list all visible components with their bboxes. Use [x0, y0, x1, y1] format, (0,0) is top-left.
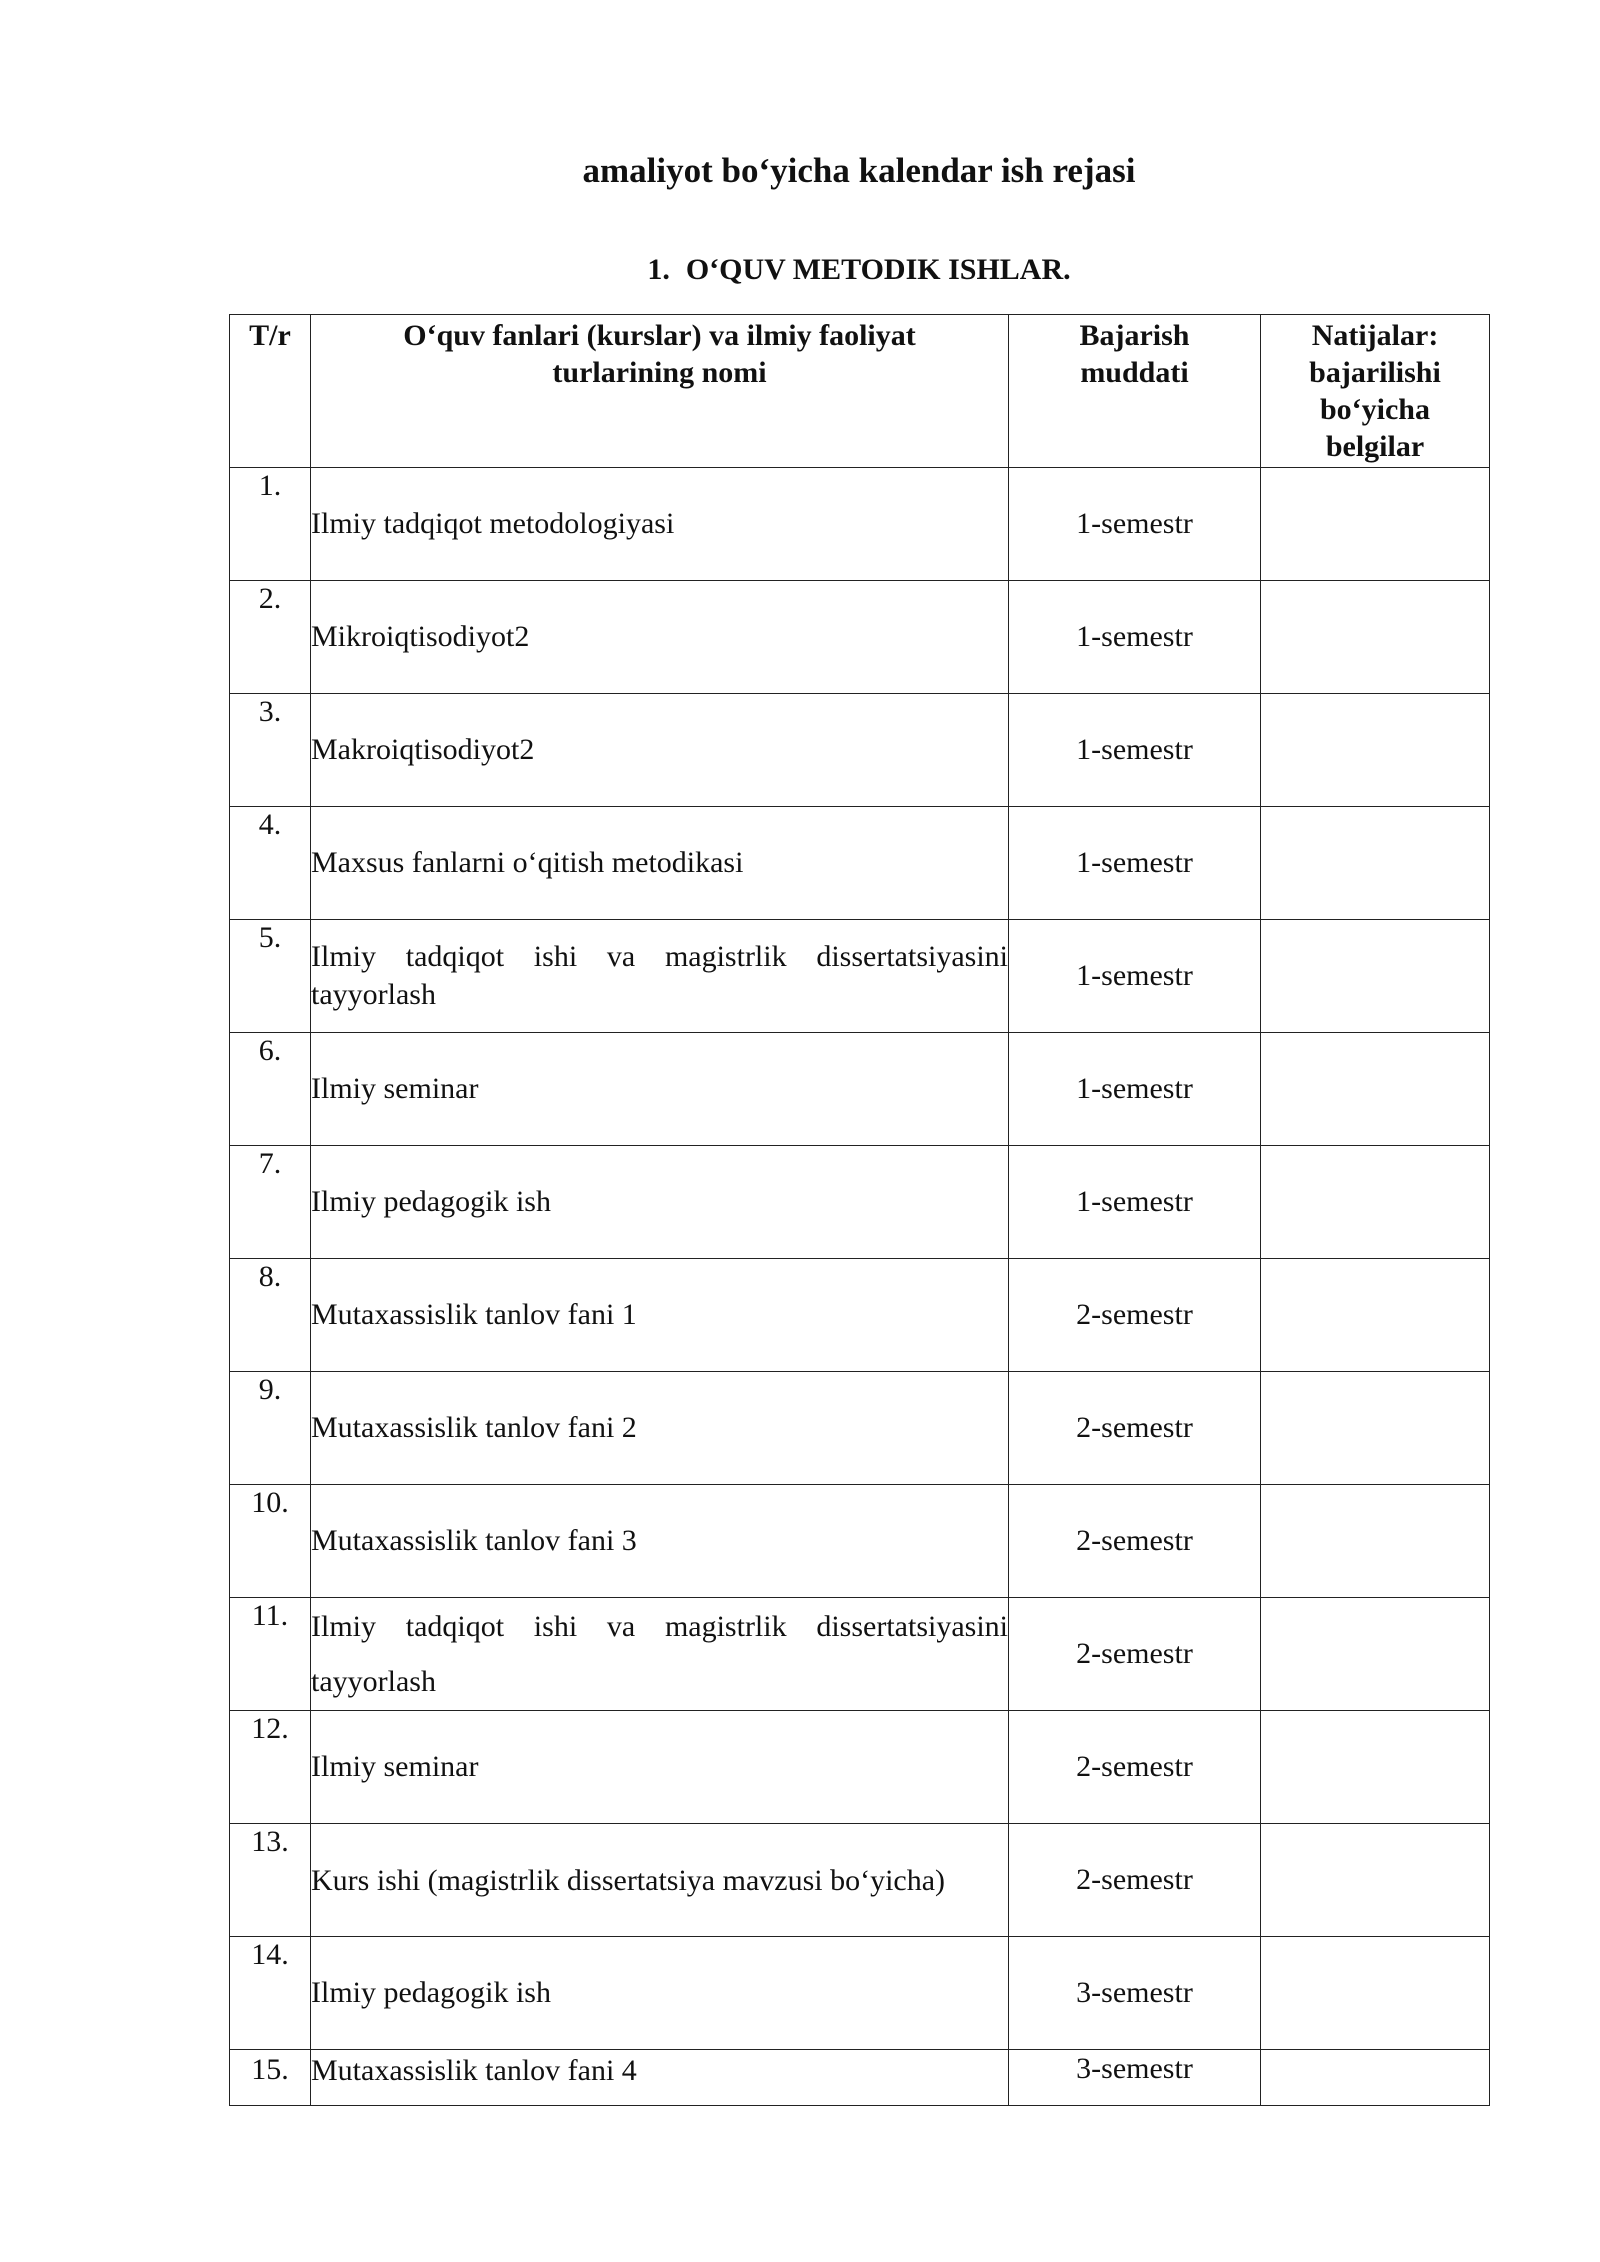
table-row: [230, 920, 1490, 1033]
row-deadline: 1-semestr: [1009, 468, 1261, 581]
row-course-name: Makroiqtisodiyot2: [311, 694, 1009, 807]
row-number: 10.: [230, 1485, 311, 1598]
table-row: [230, 581, 1490, 694]
section-heading: [0, 252, 1600, 288]
row-number: 7.: [230, 1146, 311, 1259]
row-result: [1261, 1033, 1490, 1146]
row-deadline: 1-semestr: [1009, 920, 1261, 1033]
header-number: T/r: [230, 315, 311, 468]
row-number: 2.: [230, 581, 311, 694]
table-row: [230, 1033, 1490, 1146]
row-deadline: 1-semestr: [1009, 1146, 1261, 1259]
row-course-name: Maxsus fanlarni o‘qitish metodikasi: [311, 807, 1009, 920]
row-course-name: Mutaxassislik tanlov fani 3: [311, 1485, 1009, 1598]
row-result: [1261, 920, 1490, 1033]
header-results: Natijalar: bajarilishi bo‘yicha belgilar: [1261, 315, 1490, 468]
section-number: 1.: [647, 253, 670, 286]
table-row: [230, 1824, 1490, 1937]
row-result: [1261, 1824, 1490, 1937]
row-deadline: 2-semestr: [1009, 1485, 1261, 1598]
row-deadline: 2-semestr: [1009, 1259, 1261, 1372]
table-row: [230, 1937, 1490, 2050]
row-deadline: 1-semestr: [1009, 807, 1261, 920]
header-course-name: O‘quv fanlari (kurslar) va ilmiy faoliyat turlarining nomi: [311, 315, 1009, 468]
row-deadline: 2-semestr: [1009, 1824, 1261, 1937]
row-deadline: 1-semestr: [1009, 694, 1261, 807]
row-result: [1261, 1146, 1490, 1259]
section-heading-text: O‘QUV METODIK ISHLAR.: [685, 253, 1071, 286]
table-row: [230, 1711, 1490, 1824]
row-number: 15.: [230, 2050, 311, 2106]
header-deadline: Bajarish muddati: [1009, 315, 1261, 468]
calendar-plan-table: [229, 314, 1490, 2106]
row-deadline: 3-semestr: [1009, 1937, 1261, 2050]
row-course-name: Ilmiy tadqiqot metodologiyasi: [311, 468, 1009, 581]
row-course-name: Mutaxassislik tanlov fani 1: [311, 1259, 1009, 1372]
table-row: [230, 468, 1490, 581]
row-result: [1261, 694, 1490, 807]
row-course-name: Ilmiy tadqiqot ishi va magistrlik dissertatsiyasini tayyorlash: [311, 920, 1009, 1033]
row-course-name: Kurs ishi (magistrlik dissertatsiya mavzusi bo‘yicha): [311, 1824, 1009, 1937]
row-result: [1261, 807, 1490, 920]
row-number: 4.: [230, 807, 311, 920]
row-deadline: 2-semestr: [1009, 1598, 1261, 1711]
row-course-name: Ilmiy tadqiqot ishi va magistrlik dissertatsiyasini tayyorlash: [311, 1598, 1009, 1711]
table-row: [230, 694, 1490, 807]
row-number: 9.: [230, 1372, 311, 1485]
table-row: [230, 1146, 1490, 1259]
table-row: [230, 1598, 1490, 1711]
row-result: [1261, 581, 1490, 694]
row-number: 1.: [230, 468, 311, 581]
table-row: [230, 2050, 1490, 2106]
row-deadline: 2-semestr: [1009, 1711, 1261, 1824]
row-number: 13.: [230, 1824, 311, 1937]
row-deadline: 3-semestr: [1009, 2050, 1261, 2106]
row-course-name: Mutaxassislik tanlov fani 4: [311, 2050, 1009, 2106]
row-course-name: Ilmiy seminar: [311, 1711, 1009, 1824]
row-deadline: 1-semestr: [1009, 581, 1261, 694]
row-deadline: 2-semestr: [1009, 1372, 1261, 1485]
table-row: [230, 1372, 1490, 1485]
table-row: [230, 807, 1490, 920]
row-result: [1261, 1598, 1490, 1711]
row-course-name: Mutaxassislik tanlov fani 2: [311, 1372, 1009, 1485]
row-result: [1261, 1937, 1490, 2050]
row-number: 5.: [230, 920, 311, 1033]
row-course-name: Mikroiqtisodiyot2: [311, 581, 1009, 694]
row-course-name: Ilmiy pedagogik ish: [311, 1146, 1009, 1259]
row-result: [1261, 1372, 1490, 1485]
row-result: [1261, 2050, 1490, 2106]
row-result: [1261, 1259, 1490, 1372]
row-result: [1261, 1711, 1490, 1824]
row-number: 6.: [230, 1033, 311, 1146]
row-result: [1261, 1485, 1490, 1598]
row-course-name: Ilmiy seminar: [311, 1033, 1009, 1146]
table-row: [230, 1259, 1490, 1372]
row-number: 8.: [230, 1259, 311, 1372]
row-course-name: Ilmiy pedagogik ish: [311, 1937, 1009, 2050]
row-number: 12.: [230, 1711, 311, 1824]
row-number: 3.: [230, 694, 311, 807]
row-result: [1261, 468, 1490, 581]
table-row: [230, 1485, 1490, 1598]
row-number: 11.: [230, 1598, 311, 1711]
table-header-row: [230, 315, 1490, 468]
document-title: amaliyot bo‘yicha kalendar ish rejasi: [582, 151, 1136, 190]
row-number: 14.: [230, 1937, 311, 2050]
row-deadline: 1-semestr: [1009, 1033, 1261, 1146]
